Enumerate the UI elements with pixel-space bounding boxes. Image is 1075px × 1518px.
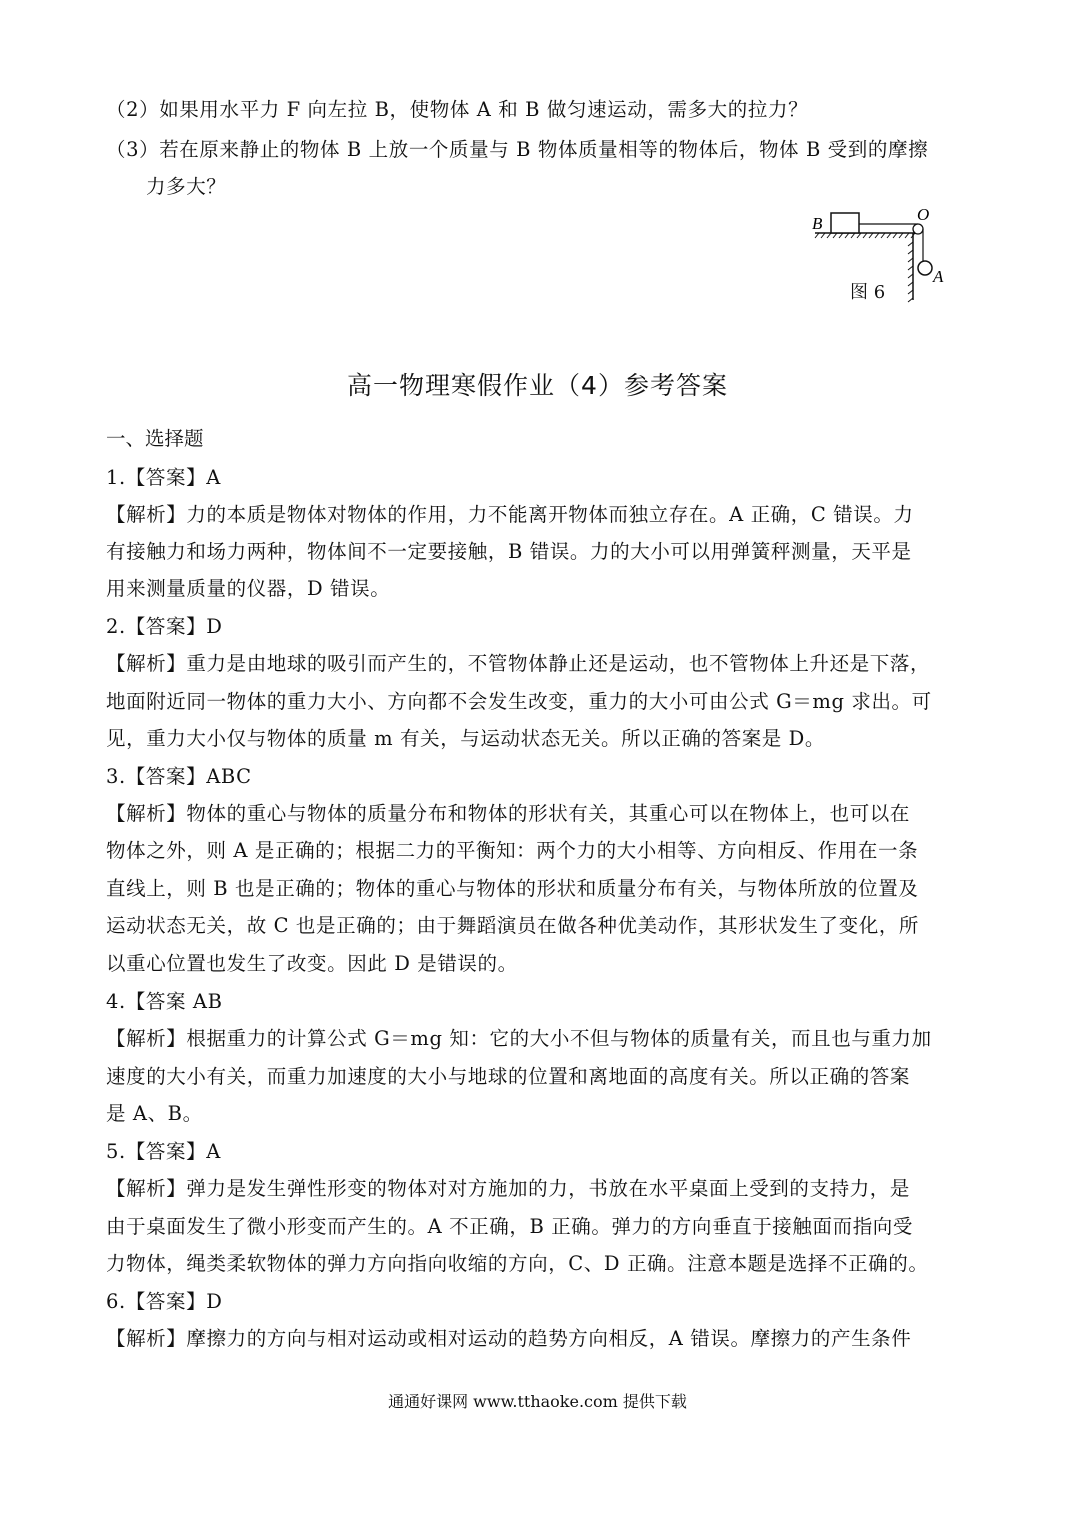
answer-4-explanation-line: 是 A、B。 bbox=[106, 1102, 203, 1125]
answer-5-explanation-line: 力物体，绳类柔软物体的弹力方向指向收缩的方向，C、D 正确。注意本题是选择不正确的。 bbox=[106, 1252, 929, 1275]
figure-label-b: B bbox=[812, 214, 823, 233]
answer-2-explanation-line: 地面附近同一物体的重力大小、方向都不会发生改变，重力的大小可由公式 G＝mg 求出。可 bbox=[106, 690, 932, 713]
figure-caption: 图 6 bbox=[850, 282, 886, 303]
answer-1-explanation-line: 用来测量质量的仪器，D 错误。 bbox=[106, 577, 391, 600]
section-heading: 一、选择题 bbox=[106, 427, 204, 450]
question-3-line-2: 力多大？ bbox=[146, 175, 227, 198]
answer-3-explanation-line: 运动状态无关，故 C 也是正确的；由于舞蹈演员在做各种优美动作，其形状发生了变化，所 bbox=[106, 914, 920, 937]
answer-5-label: 5.【答案】A bbox=[106, 1140, 221, 1163]
answer-3-explanation-line: 以重心位置也发生了改变。因此 D 是错误的。 bbox=[106, 952, 518, 975]
figure-label-a: A bbox=[933, 267, 944, 286]
answer-2-explanation-line: 【解析】重力是由地球的吸引而产生的，不管物体静止还是运动，也不管物体上升还是下落， bbox=[106, 652, 931, 675]
answer-5-explanation-line: 【解析】弹力是发生弹性形变的物体对对方施加的力，书放在水平桌面上受到的支持力，是 bbox=[106, 1177, 911, 1200]
answer-3-explanation-line: 直线上，则 B 也是正确的；物体的重心与物体的形状和质量分布有关，与物体所放的位置及 bbox=[106, 877, 919, 900]
answer-2-label: 2.【答案】D bbox=[106, 615, 223, 638]
answer-1-explanation-line: 有接触力和场力两种，物体间不一定要接触，B 错误。力的大小可以用弹簧秤测量，天平是 bbox=[106, 540, 912, 563]
figure-label-o: O bbox=[917, 205, 930, 224]
answer-3-explanation-line: 【解析】物体的重心与物体的质量分布和物体的形状有关，其重心可以在物体上，也可以在 bbox=[106, 802, 911, 825]
answer-4-explanation-line: 【解析】根据重力的计算公式 G＝mg 知：它的大小不但与物体的质量有关，而且也与重力加 bbox=[106, 1027, 932, 1050]
answer-5-explanation-line: 由于桌面发生了微小形变而产生的。A 不正确，B 正确。弹力的方向垂直于接触面而指向受 bbox=[106, 1215, 914, 1238]
answer-6-explanation-line: 【解析】摩擦力的方向与相对运动或相对运动的趋势方向相反，A 错误。摩擦力的产生条件 bbox=[106, 1327, 912, 1350]
question-2: （2）如果用水平力 F 向左拉 B，使物体 A 和 B 做匀速运动，需多大的拉力？ bbox=[106, 98, 809, 121]
answer-3-label: 3.【答案】ABC bbox=[106, 765, 252, 788]
answer-4-explanation-line: 速度的大小有关，而重力加速度的大小与地球的位置和离地面的高度有关。所以正确的答案 bbox=[106, 1065, 911, 1088]
question-3-line-1: （3）若在原来静止的物体 B 上放一个质量与 B 物体质量相等的物体后，物体 B 受到的摩擦 bbox=[106, 138, 929, 161]
answer-2-explanation-line: 见，重力大小仅与物体的质量 m 有关，与运动状态无关。所以正确的答案是 D。 bbox=[106, 727, 826, 750]
answer-3-explanation-line: 物体之外，则 A 是正确的；根据二力的平衡知：两个力的大小相等、方向相反、作用在一条 bbox=[106, 839, 919, 862]
page-title: 高一物理寒假作业（4）参考答案 bbox=[347, 371, 728, 400]
answer-1-explanation-line: 【解析】力的本质是物体对物体的作用，力不能离开物体而独立存在。A 正确，C 错误。力 bbox=[106, 503, 914, 526]
answer-6-label: 6.【答案】D bbox=[106, 1290, 223, 1313]
footer-credit: 通通好课网 www.tthaoke.com 提供下载 bbox=[388, 1392, 687, 1411]
answer-4-label: 4.【答案 AB bbox=[106, 990, 223, 1013]
answer-1-label: 1.【答案】A bbox=[106, 466, 221, 489]
